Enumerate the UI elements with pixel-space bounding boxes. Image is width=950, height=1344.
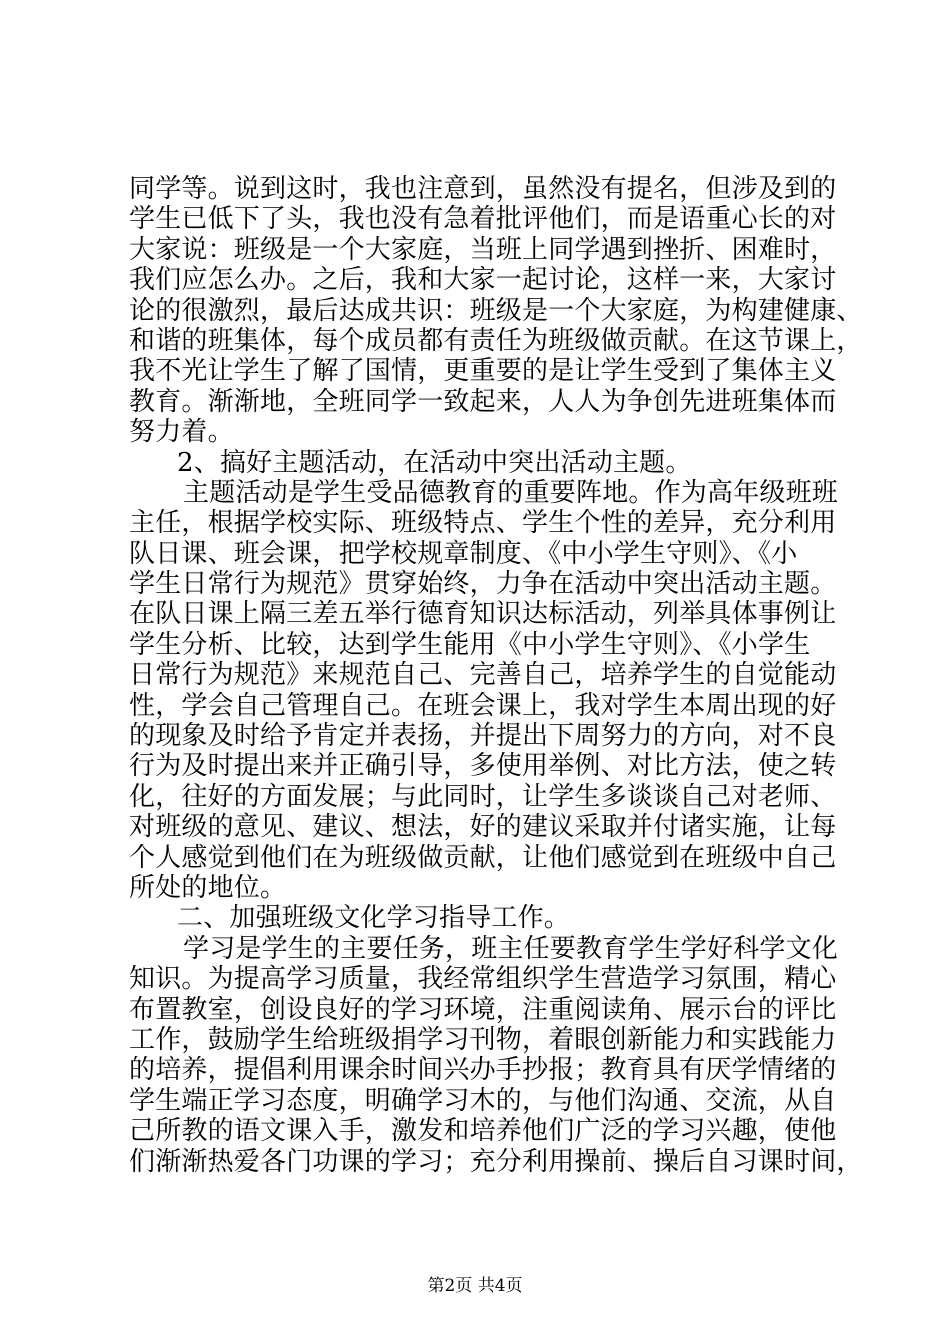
section-heading: 二、加强班级文化学习指导工作。: [177, 903, 571, 934]
text-line: 在队日课上隔三差五举行德育知识达标活动，列举具体事例让: [129, 599, 837, 630]
text-line: 学生日常行为规范》贯穿始终，力争在活动中突出活动主题。: [129, 569, 837, 600]
text-line: 和谐的班集体，每个成员都有责任为班级做贡献。在这节课上，: [129, 325, 863, 356]
text-line: 学生端正学习态度，明确学习木的，与他们沟通、交流，从自: [129, 1085, 837, 1116]
text-line: 主任，根据学校实际、班级特点、学生个性的差异，充分利用: [129, 508, 837, 539]
text-line: 知识。为提高学习质量，我经常组织学生营造学习氛围，精心: [129, 964, 837, 995]
text-line: 教育。渐渐地，全班同学一致起来，人人为争创先进班集体而: [129, 386, 837, 417]
document-body: [129, 174, 863, 1177]
text-line: 学生已低下了头，我也没有急着批评他们，而是语重心长的对: [129, 204, 837, 235]
text-line: 性，学会自己管理自己。在班会课上，我对学生本周出现的好: [129, 690, 837, 721]
text-line: 对班级的意见、建议、想法，好的建议采取并付诸实施，让每: [129, 812, 837, 843]
text-line: 同学等。说到这时，我也注意到，虽然没有提名，但涉及到的: [129, 174, 837, 204]
text-line: 我们应怎么办。之后，我和大家一起讨论，这样一来，大家讨: [129, 265, 837, 296]
text-line: 学习是学生的主要任务，班主任要教育学生学好科学文化: [183, 933, 839, 964]
text-line: 行为及时提出来并正确引导，多使用举例、对比方法，使之转: [129, 751, 837, 782]
text-line: 所处的地位。: [129, 872, 287, 903]
text-line: 工作，鼓励学生给班级捐学习刊物，着眼创新能力和实践能力: [129, 1024, 837, 1055]
section-heading: 2、搞好主题活动，在活动中突出活动主题。: [177, 447, 692, 478]
text-line: 们渐渐热爱各门功课的学习；充分利用操前、操后自习课时间，: [129, 1146, 863, 1177]
text-line: 的现象及时给予肯定并表扬，并提出下周努力的方向，对不良: [129, 721, 837, 752]
page-number-label: 第2页 共4页: [427, 1276, 523, 1296]
text-line: 己所教的语文课入手，激发和培养他们广泛的学习兴趣，使他: [129, 1116, 837, 1147]
text-line: 日常行为规范》来规范自己、完善自己，培养学生的自觉能动: [129, 660, 837, 691]
page-footer: [0, 1276, 950, 1296]
text-line: 的培养，提倡利用课余时间兴办手抄报；教育具有厌学情绪的: [129, 1055, 837, 1086]
text-line: 主题活动是学生受品德教育的重要阵地。作为高年级班班: [183, 477, 839, 508]
text-line: 论的很激烈，最后达成共识：班级是一个大家庭，为构建健康、: [129, 295, 863, 326]
text-line: 个人感觉到他们在为班级做贡献，让他们感觉到在班级中自己: [129, 842, 837, 873]
text-line: 大家说：班级是一个大家庭，当班上同学遇到挫折、困难时，: [129, 234, 837, 265]
text-line: 学生分析、比较，达到学生能用《中小学生守则》、《小学生: [129, 629, 811, 660]
text-line: 努力着。: [129, 417, 234, 448]
text-line: 我不光让学生了解了国情，更重要的是让学生受到了集体主义: [129, 356, 837, 387]
text-line: 布置教室，创设良好的学习环境，注重阅读角、展示台的评比: [129, 994, 837, 1025]
text-line: 队日课、班会课，把学校规章制度、《中小学生守则》、《小: [129, 538, 798, 569]
text-line: 化，往好的方面发展；与此同时，让学生多谈谈自己对老师、: [129, 781, 837, 812]
